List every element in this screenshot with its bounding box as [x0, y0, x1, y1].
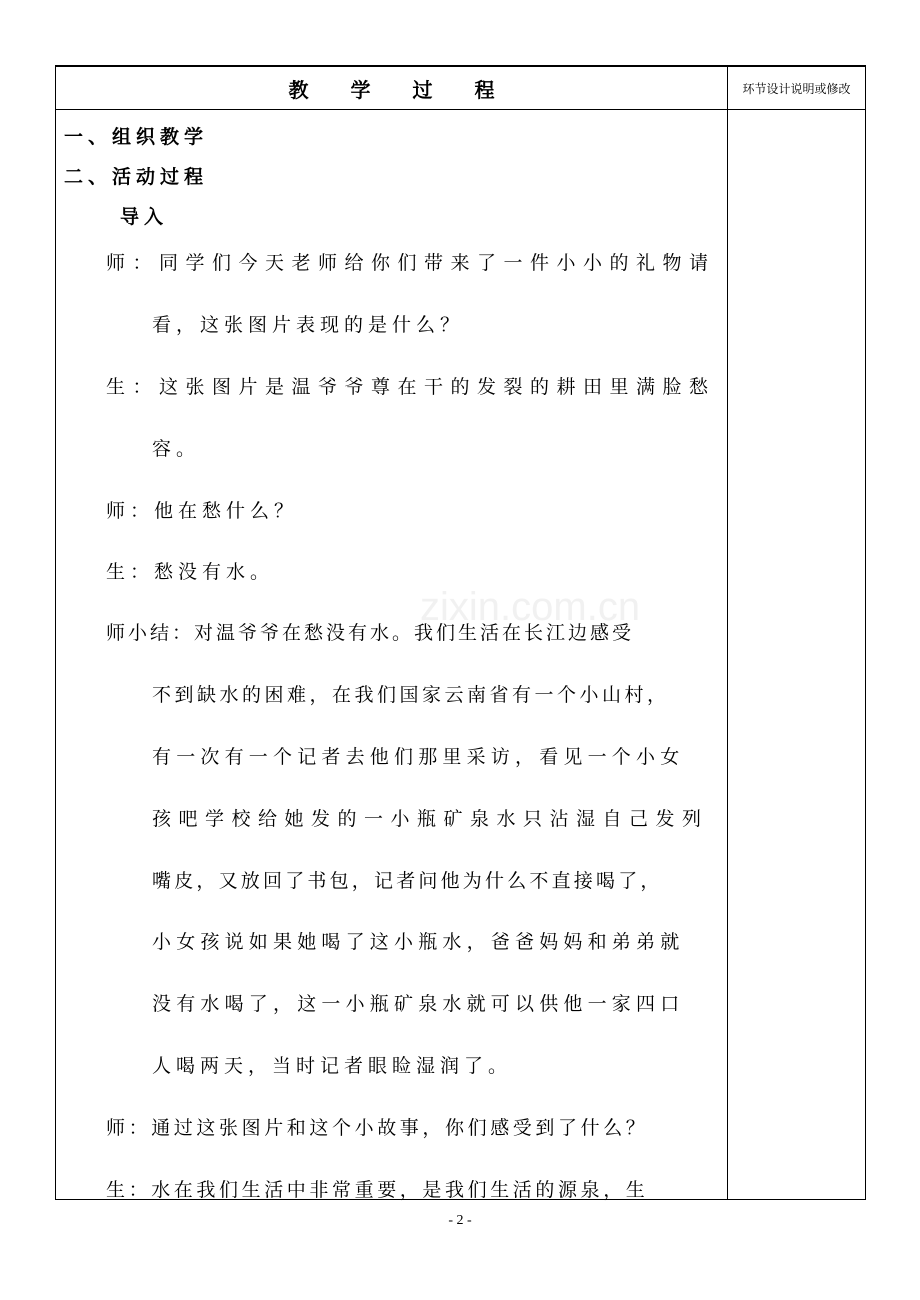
dialogue-line: 小女孩说如果她喝了这小瓶水，爸爸妈妈和弟弟就 — [152, 931, 685, 953]
dialogue-line: 师：通过这张图片和这个小故事，你们感受到了什么？ — [106, 1117, 649, 1139]
dialogue-line: 师：同学们今天老师给你们带来了一件小小的礼物请 — [106, 252, 716, 274]
dialogue-line: 有一次有一个记者去他们那里采访，看见一个小女 — [152, 746, 685, 768]
dialogue-line: 人喝两天，当时记者眼睑湿润了。 — [152, 1055, 513, 1077]
teaching-process-heading: 教学过程 — [288, 77, 537, 102]
dialogue-line: 师小结：对温爷爷在愁没有水。我们生活在长江边感受 — [106, 622, 635, 644]
dialogue-line: 生：这张图片是温爷爷尊在干的发裂的耕田里满脸愁 — [106, 376, 716, 398]
watermark: zixin.com.cn — [420, 585, 641, 629]
dialogue-line: 容。 — [152, 438, 201, 460]
column-divider — [727, 67, 728, 1199]
dialogue-line: 没有水喝了，这一小瓶矿泉水就可以供他一家四口 — [152, 993, 685, 1015]
dialogue-line: 嘴皮，又放回了书包，记者问他为什么不直接喝了， — [152, 870, 663, 892]
notes-column-heading: 环节设计说明或修改 — [742, 81, 851, 96]
table-header-row — [56, 67, 865, 110]
dialogue-line: 生：愁没有水。 — [106, 561, 275, 583]
dialogue-line: 看，这张图片表现的是什么？ — [152, 314, 465, 336]
dialogue-line: 师：他在愁什么？ — [106, 500, 299, 522]
lesson-table — [55, 65, 866, 1200]
section-heading: 一、组织教学 — [64, 126, 209, 148]
subsection-heading: 导入 — [120, 206, 169, 228]
dialogue-line: 不到缺水的困难，在我们国家云南省有一个小山村， — [152, 684, 670, 706]
dialogue-line: 孩吧学校给她发的一小瓶矿泉水只沾湿自己发列 — [152, 808, 709, 830]
page-number: - 2 - — [448, 1213, 472, 1228]
section-heading: 二、活动过程 — [64, 166, 209, 188]
dialogue-line: 生：水在我们生活中非常重要，是我们生活的源泉，生 — [106, 1179, 649, 1201]
